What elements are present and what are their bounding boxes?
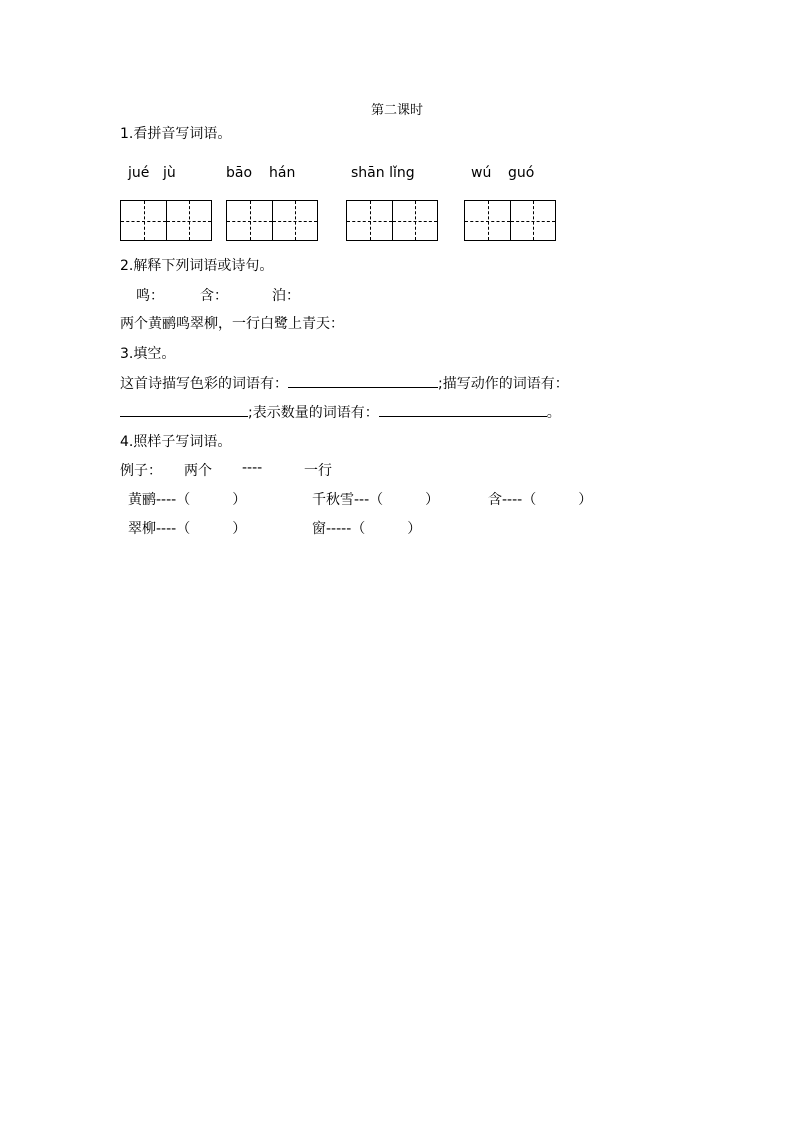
- fill-line-2: [120, 402, 561, 422]
- writing-grid-1[interactable]: [120, 200, 212, 241]
- grid-cell[interactable]: [272, 201, 317, 240]
- grid-cell[interactable]: [121, 201, 166, 240]
- fill-text-number: ;表示数量的词语有：: [248, 405, 379, 421]
- writing-grid-3[interactable]: [346, 200, 438, 241]
- blank-action[interactable]: [120, 402, 248, 417]
- blank-number[interactable]: [379, 402, 547, 417]
- poem-line: 两个黄鹂鸣翠柳，一行白鹭上青天：: [120, 316, 344, 332]
- grid-cell[interactable]: [465, 201, 510, 240]
- term-han: 含：: [200, 288, 228, 304]
- pinyin-4a: wú: [471, 165, 492, 181]
- example-label: 例子：: [120, 463, 162, 479]
- question-2-label: 2.解释下列词语或诗句。: [120, 258, 274, 274]
- grid-cell[interactable]: [347, 201, 392, 240]
- fill-text-color: 这首诗描写色彩的词语有：: [120, 376, 288, 392]
- fill-text-action: ;描写动作的词语有：: [438, 376, 569, 392]
- example-word-b: 一行: [304, 463, 332, 479]
- exercise-item[interactable]: 黄鹂----（ ）: [128, 492, 247, 508]
- example-dash: ----: [242, 460, 263, 476]
- grid-cell[interactable]: [392, 201, 437, 240]
- pinyin-2a: bāo: [226, 165, 253, 181]
- pinyin-1b: jù: [163, 165, 176, 181]
- exercise-item[interactable]: 窗-----（ ）: [312, 521, 422, 537]
- pinyin-4b: guó: [508, 165, 535, 181]
- pinyin-2b: hán: [269, 165, 296, 181]
- exercise-item[interactable]: 含----（ ）: [488, 492, 593, 508]
- term-ming: 鸣：: [136, 288, 164, 304]
- grid-cell[interactable]: [166, 201, 211, 240]
- fill-end: 。: [546, 405, 561, 421]
- grid-cell[interactable]: [227, 201, 272, 240]
- writing-grid-4[interactable]: [464, 200, 556, 241]
- question-3-label: 3.填空。: [120, 346, 176, 362]
- exercise-item[interactable]: 千秋雪---（ ）: [312, 492, 440, 508]
- blank-color[interactable]: [288, 373, 438, 388]
- writing-grid-2[interactable]: [226, 200, 318, 241]
- question-1-label: 1.看拼音写词语。: [120, 126, 232, 142]
- fill-line-1: [120, 373, 569, 393]
- page-title: 第二课时: [370, 103, 423, 118]
- example-word-a: 两个: [184, 463, 212, 479]
- grid-cell[interactable]: [510, 201, 555, 240]
- exercise-item[interactable]: 翠柳----（ ）: [128, 521, 247, 537]
- pinyin-3: shān lǐng: [351, 165, 415, 181]
- pinyin-1a: jué: [128, 165, 150, 181]
- term-bo: 泊：: [272, 288, 300, 304]
- question-4-label: 4.照样子写词语。: [120, 434, 232, 450]
